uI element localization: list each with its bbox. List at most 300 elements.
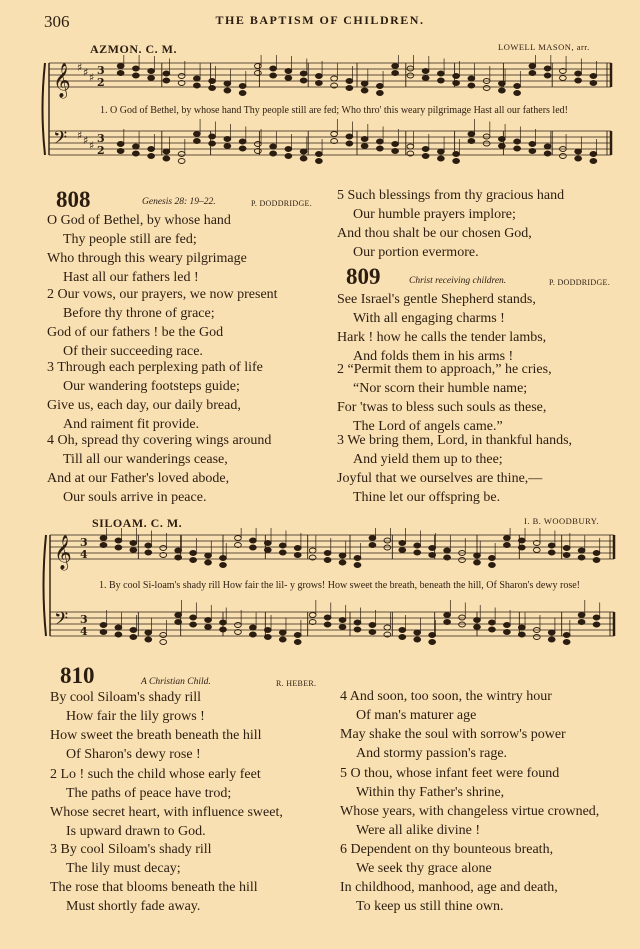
stanza-line: The rose that blooms beneath the hill: [50, 880, 258, 895]
stanza-line: Till all our wanderings cease,: [63, 452, 228, 467]
stanza-809-2: [337, 360, 552, 436]
note-head: [117, 149, 124, 154]
note-head: [422, 69, 429, 74]
time-signature-icon: 4: [80, 625, 88, 638]
note-head: [489, 620, 496, 625]
stanza-line: God of our fathers ! be the God: [47, 325, 224, 340]
note-head: [392, 71, 399, 76]
note-head: [453, 159, 460, 164]
treble-clef-icon: 𝄞: [53, 63, 71, 98]
stanza-line: 3 By cool Siloam's shady rill: [50, 842, 212, 857]
note-head: [163, 78, 170, 83]
sharp-icon: ♯: [89, 71, 95, 84]
note-head: [163, 156, 170, 161]
time-signature-icon: 4: [80, 548, 88, 561]
stanza-line: 5 Such blessings from thy gracious hand: [337, 188, 565, 203]
note-head: [163, 71, 170, 76]
stanza-line: May shake the soul with sorrow's power: [340, 727, 566, 742]
time-signature-icon: 3: [80, 613, 88, 626]
hymn-number-810: 810: [60, 663, 95, 688]
time-signature-icon: 2: [97, 76, 105, 89]
note-head: [354, 627, 361, 632]
lyric-underlay-azmon: 1. O God of Bethel, by whose hand Thy people still are fed; Who thro' this weary pilgrimage Hast all our fathers led!: [100, 105, 568, 116]
note-head: [578, 613, 585, 618]
note-head: [407, 144, 414, 149]
note-head: [354, 556, 361, 561]
note-head: [224, 81, 231, 86]
stanza-line: Within thy Father's shrine,: [356, 785, 505, 800]
note-head: [132, 66, 139, 71]
tune-name-azmon: AZMON. C. M.: [90, 42, 177, 56]
note-head: [559, 154, 566, 159]
note-head: [224, 144, 231, 149]
note-head: [145, 550, 152, 555]
note-head: [205, 618, 212, 623]
note-head: [489, 556, 496, 561]
sharp-icon: ♯: [77, 61, 83, 74]
note-head: [444, 620, 451, 625]
stanza-line: How sweet the breath beneath the hill: [50, 728, 262, 743]
note-head: [300, 78, 307, 83]
note-head: [190, 558, 197, 563]
note-head: [324, 615, 331, 620]
note-head: [254, 142, 261, 147]
stanza-line: With all engaging charms !: [353, 311, 505, 326]
note-head: [132, 151, 139, 156]
note-head: [331, 132, 338, 137]
note-head: [294, 633, 301, 638]
sharp-icon: ♯: [83, 134, 89, 147]
stanza-808-5: [337, 186, 564, 262]
note-head: [209, 86, 216, 91]
bass-clef-icon: 𝄢: [54, 609, 69, 634]
note-head: [205, 553, 212, 558]
stanza-line: O God of Bethel, by whose hand: [47, 213, 231, 228]
note-head: [279, 550, 286, 555]
tune-composer-azmon: LOWELL MASON, arr.: [498, 42, 590, 52]
note-head: [590, 152, 597, 157]
note-head: [414, 550, 421, 555]
note-head: [361, 81, 368, 86]
note-head: [369, 536, 376, 541]
note-head: [453, 152, 460, 157]
note-head: [285, 147, 292, 152]
note-head: [414, 637, 421, 642]
hymn-reference-810: A Christian Child.: [141, 677, 211, 687]
note-head: [503, 623, 510, 628]
note-head: [209, 79, 216, 84]
stanza-line: Of Sharon's dewy rose !: [66, 747, 201, 762]
note-head: [376, 146, 383, 151]
note-head: [249, 545, 256, 550]
note-head: [285, 154, 292, 159]
stanza-line: For 'twas to bless such souls as these,: [337, 400, 547, 415]
note-head: [533, 548, 540, 553]
time-signature-icon: 3: [97, 64, 105, 77]
note-head: [422, 147, 429, 152]
stanza-line: Our humble prayers implore;: [353, 207, 516, 222]
note-head: [190, 622, 197, 627]
note-head: [279, 637, 286, 642]
note-head: [529, 71, 536, 76]
stanza-line: Whose years, with changeless virtue crowned,: [340, 804, 600, 819]
note-head: [235, 536, 242, 541]
stanza-line: Our wandering footsteps guide;: [63, 379, 240, 394]
tune-name-siloam: SILOAM. C. M.: [92, 516, 183, 530]
note-head: [468, 83, 475, 88]
stanza-line: Must shortly fade away.: [66, 899, 201, 914]
hymn-number-809: 809: [346, 264, 381, 289]
note-head: [407, 66, 414, 71]
note-head: [346, 141, 353, 146]
note-head: [392, 149, 399, 154]
note-head: [590, 81, 597, 86]
note-head: [160, 633, 167, 638]
stanza-line: 4 Oh, spread thy covering wings around: [47, 433, 272, 448]
note-head: [190, 615, 197, 620]
stanza-line: Thine let our offspring be.: [353, 490, 501, 505]
note-head: [285, 76, 292, 81]
note-head: [315, 152, 322, 157]
note-head: [279, 543, 286, 548]
note-head: [130, 635, 137, 640]
note-head: [205, 625, 212, 630]
note-head: [309, 548, 316, 553]
note-head: [224, 137, 231, 142]
note-head: [369, 623, 376, 628]
stanza-line: 2 Lo ! such the child whose early feet: [50, 767, 261, 782]
note-head: [399, 541, 406, 546]
note-head: [578, 548, 585, 553]
stanza-808-1: [47, 211, 247, 287]
stanza-line: Of man's maturer age: [356, 708, 477, 723]
note-head: [468, 139, 475, 144]
note-head: [270, 66, 277, 71]
note-head: [498, 81, 505, 86]
note-head: [483, 141, 490, 146]
note-head: [376, 139, 383, 144]
note-head: [132, 73, 139, 78]
note-head: [459, 615, 466, 620]
note-head: [315, 74, 322, 79]
note-head: [575, 71, 582, 76]
stanza-line: 3 We bring them, Lord, in thankful hands,: [337, 433, 573, 448]
stanza-810-6: [340, 840, 558, 916]
note-head: [178, 74, 185, 79]
note-head: [384, 538, 391, 543]
note-head: [376, 84, 383, 89]
note-head: [514, 84, 521, 89]
note-head: [422, 76, 429, 81]
note-head: [468, 76, 475, 81]
note-head: [529, 142, 536, 147]
note-head: [115, 625, 122, 630]
sharp-icon: ♯: [83, 66, 89, 79]
note-head: [529, 64, 536, 69]
tune-composer-siloam: I. B. WOODBURY.: [524, 516, 599, 526]
note-head: [593, 615, 600, 620]
hymn-number-808: 808: [56, 187, 91, 212]
note-head: [575, 78, 582, 83]
stanza-line: See Israel's gentle Shepherd stands,: [337, 292, 536, 307]
note-head: [590, 74, 597, 79]
stanza-line: Give us, each day, our daily bread,: [47, 398, 241, 413]
note-head: [100, 630, 107, 635]
note-head: [148, 69, 155, 74]
note-head: [437, 149, 444, 154]
note-head: [117, 71, 124, 76]
stanza-line: Whose secret heart, with influence sweet,: [50, 805, 283, 820]
stanza-line: Of their succeeding race.: [63, 344, 203, 359]
stanza-810-3: [50, 840, 258, 916]
note-head: [294, 553, 301, 558]
note-head: [453, 81, 460, 86]
running-head: THE BAPTISM OF CHILDREN.: [215, 13, 425, 27]
note-head: [193, 83, 200, 88]
note-head: [324, 558, 331, 563]
note-head: [354, 563, 361, 568]
treble-clef-icon: 𝄞: [54, 535, 72, 570]
note-head: [163, 149, 170, 154]
note-head: [575, 149, 582, 154]
stanza-line: Joyful that we ourselves are thine,—: [337, 471, 543, 486]
note-head: [503, 630, 510, 635]
stanza-808-3: [47, 358, 263, 434]
note-head: [279, 630, 286, 635]
stanza-line: The lily must decay;: [66, 861, 181, 876]
page-number: 306: [44, 12, 70, 31]
note-head: [369, 630, 376, 635]
note-head: [315, 81, 322, 86]
stanza-line: And raiment fit provide.: [63, 417, 200, 432]
note-head: [399, 628, 406, 633]
note-head: [437, 71, 444, 76]
note-head: [548, 637, 555, 642]
note-head: [115, 538, 122, 543]
hymn-author-809: P. DODDRIDGE.: [549, 278, 611, 287]
stanza-line: 6 Dependent on thy bounteous breath,: [340, 842, 554, 857]
note-head: [209, 134, 216, 139]
note-head: [239, 91, 246, 96]
note-head: [249, 625, 256, 630]
note-head: [339, 553, 346, 558]
note-head: [578, 620, 585, 625]
note-head: [483, 134, 490, 139]
note-head: [190, 551, 197, 556]
stanza-809-1: [337, 290, 546, 366]
note-head: [578, 555, 585, 560]
note-head: [533, 635, 540, 640]
note-head: [235, 623, 242, 628]
sharp-icon: ♯: [89, 139, 95, 152]
note-head: [548, 543, 555, 548]
note-head: [503, 536, 510, 541]
note-head: [384, 625, 391, 630]
note-head: [115, 632, 122, 637]
note-head: [437, 156, 444, 161]
note-head: [148, 76, 155, 81]
note-head: [444, 555, 451, 560]
stanza-line: The paths of peace have trod;: [66, 786, 232, 801]
note-head: [407, 73, 414, 78]
note-head: [399, 548, 406, 553]
note-head: [563, 546, 570, 551]
note-head: [100, 543, 107, 548]
time-signature-icon: 3: [97, 132, 105, 145]
stanza-line: Thy people still are fed;: [63, 232, 197, 247]
note-head: [309, 613, 316, 618]
note-head: [294, 640, 301, 645]
note-head: [249, 632, 256, 637]
stanza-line: Our souls arrive in peace.: [63, 490, 207, 505]
note-head: [437, 78, 444, 83]
note-head: [224, 88, 231, 93]
note-head: [346, 79, 353, 84]
note-head: [392, 64, 399, 69]
note-head: [468, 132, 475, 137]
note-head: [498, 137, 505, 142]
note-head: [100, 623, 107, 628]
note-head: [130, 628, 137, 633]
note-head: [544, 151, 551, 156]
bass-clef-icon: 𝄢: [53, 128, 68, 153]
stanza-line: 2 Our vows, our prayers, we now present: [47, 287, 278, 302]
note-head: [414, 630, 421, 635]
note-head: [339, 560, 346, 565]
note-head: [145, 543, 152, 548]
stanza-line: Hast all our fathers led !: [63, 270, 199, 285]
note-head: [563, 633, 570, 638]
note-head: [593, 622, 600, 627]
stanza-line: The Lord of angels came.”: [353, 419, 503, 434]
note-head: [575, 156, 582, 161]
note-head: [339, 618, 346, 623]
time-signature-icon: 2: [97, 144, 105, 157]
stanza-line: In childhood, manhood, age and death,: [340, 880, 558, 895]
sharp-icon: ♯: [77, 129, 83, 142]
note-head: [145, 630, 152, 635]
stanza-line: To keep us still thine own.: [356, 899, 504, 914]
music-score-azmon: [0, 55, 640, 185]
hymn-reference-808: Genesis 28: 19–22.: [142, 197, 216, 207]
brace-icon: [44, 535, 47, 636]
note-head: [115, 545, 122, 550]
note-head: [270, 73, 277, 78]
stanza-line: Hark ! how he calls the tender lambs,: [337, 330, 547, 345]
hymn-author-810: R. HEBER.: [276, 679, 317, 688]
stanza-line: 4 And soon, too soon, the wintry hour: [340, 689, 552, 704]
note-head: [544, 73, 551, 78]
note-head: [148, 154, 155, 159]
note-head: [117, 64, 124, 69]
note-head: [315, 159, 322, 164]
note-head: [117, 142, 124, 147]
note-head: [178, 152, 185, 157]
note-head: [270, 151, 277, 156]
note-head: [270, 144, 277, 149]
note-head: [444, 613, 451, 618]
note-head: [294, 546, 301, 551]
note-head: [422, 154, 429, 159]
note-head: [193, 139, 200, 144]
note-head: [563, 640, 570, 645]
note-head: [376, 91, 383, 96]
note-head: [178, 159, 185, 164]
note-head: [483, 86, 490, 91]
note-head: [593, 558, 600, 563]
note-head: [514, 139, 521, 144]
stanza-line: How fair the lily grows !: [66, 709, 205, 724]
stanza-808-2: [47, 285, 278, 361]
note-head: [548, 630, 555, 635]
note-head: [361, 137, 368, 142]
note-head: [489, 627, 496, 632]
stanza-808-4: [47, 431, 271, 507]
note-head: [132, 144, 139, 149]
note-head: [239, 84, 246, 89]
note-head: [220, 563, 227, 568]
stanza-809-3: [337, 431, 572, 507]
stanza-810-2: [50, 765, 283, 841]
stanza-line: Our portion evermore.: [353, 245, 479, 260]
hymn-reference-809: Christ receiving children.: [409, 276, 507, 286]
note-head: [205, 560, 212, 565]
note-head: [392, 142, 399, 147]
note-head: [453, 74, 460, 79]
stanza-line: Is upward drawn to God.: [66, 824, 206, 839]
note-head: [300, 149, 307, 154]
note-head: [324, 551, 331, 556]
note-head: [193, 132, 200, 137]
note-head: [324, 622, 331, 627]
time-signature-icon: 3: [80, 536, 88, 549]
lyric-underlay-siloam: 1. By cool Si-loam's shady rill How fair the lil- y grows! How sweet the breath, beneath the hill, Of Sharon's dewy rose!: [99, 580, 581, 591]
note-head: [593, 551, 600, 556]
stanza-810-5: [340, 764, 599, 840]
note-head: [346, 86, 353, 91]
note-head: [130, 548, 137, 553]
note-head: [160, 640, 167, 645]
stanza-line: 3 Through each perplexing path of life: [47, 360, 263, 375]
note-head: [590, 159, 597, 164]
note-head: [429, 640, 436, 645]
note-head: [498, 88, 505, 93]
note-head: [361, 144, 368, 149]
note-head: [544, 144, 551, 149]
note-head: [339, 625, 346, 630]
stanza-line: And yield them up to thee;: [353, 452, 503, 467]
note-head: [254, 64, 261, 69]
stanza-line: “Nor scorn their humble name;: [353, 381, 528, 396]
stanza-line: By cool Siloam's shady rill: [50, 690, 202, 705]
stanza-810-4: [340, 687, 566, 763]
note-head: [100, 536, 107, 541]
note-head: [369, 543, 376, 548]
stanza-line: We seek thy grace alone: [356, 861, 492, 876]
note-head: [300, 71, 307, 76]
note-head: [498, 144, 505, 149]
note-head: [145, 637, 152, 642]
note-head: [354, 620, 361, 625]
note-head: [459, 622, 466, 627]
stanza-line: Were all alike divine !: [356, 823, 481, 838]
stanza-810-1: [50, 688, 261, 764]
stanza-line: 5 O thou, whose infant feet were found: [340, 766, 560, 781]
note-head: [331, 76, 338, 81]
note-head: [459, 558, 466, 563]
note-head: [548, 550, 555, 555]
note-head: [193, 76, 200, 81]
